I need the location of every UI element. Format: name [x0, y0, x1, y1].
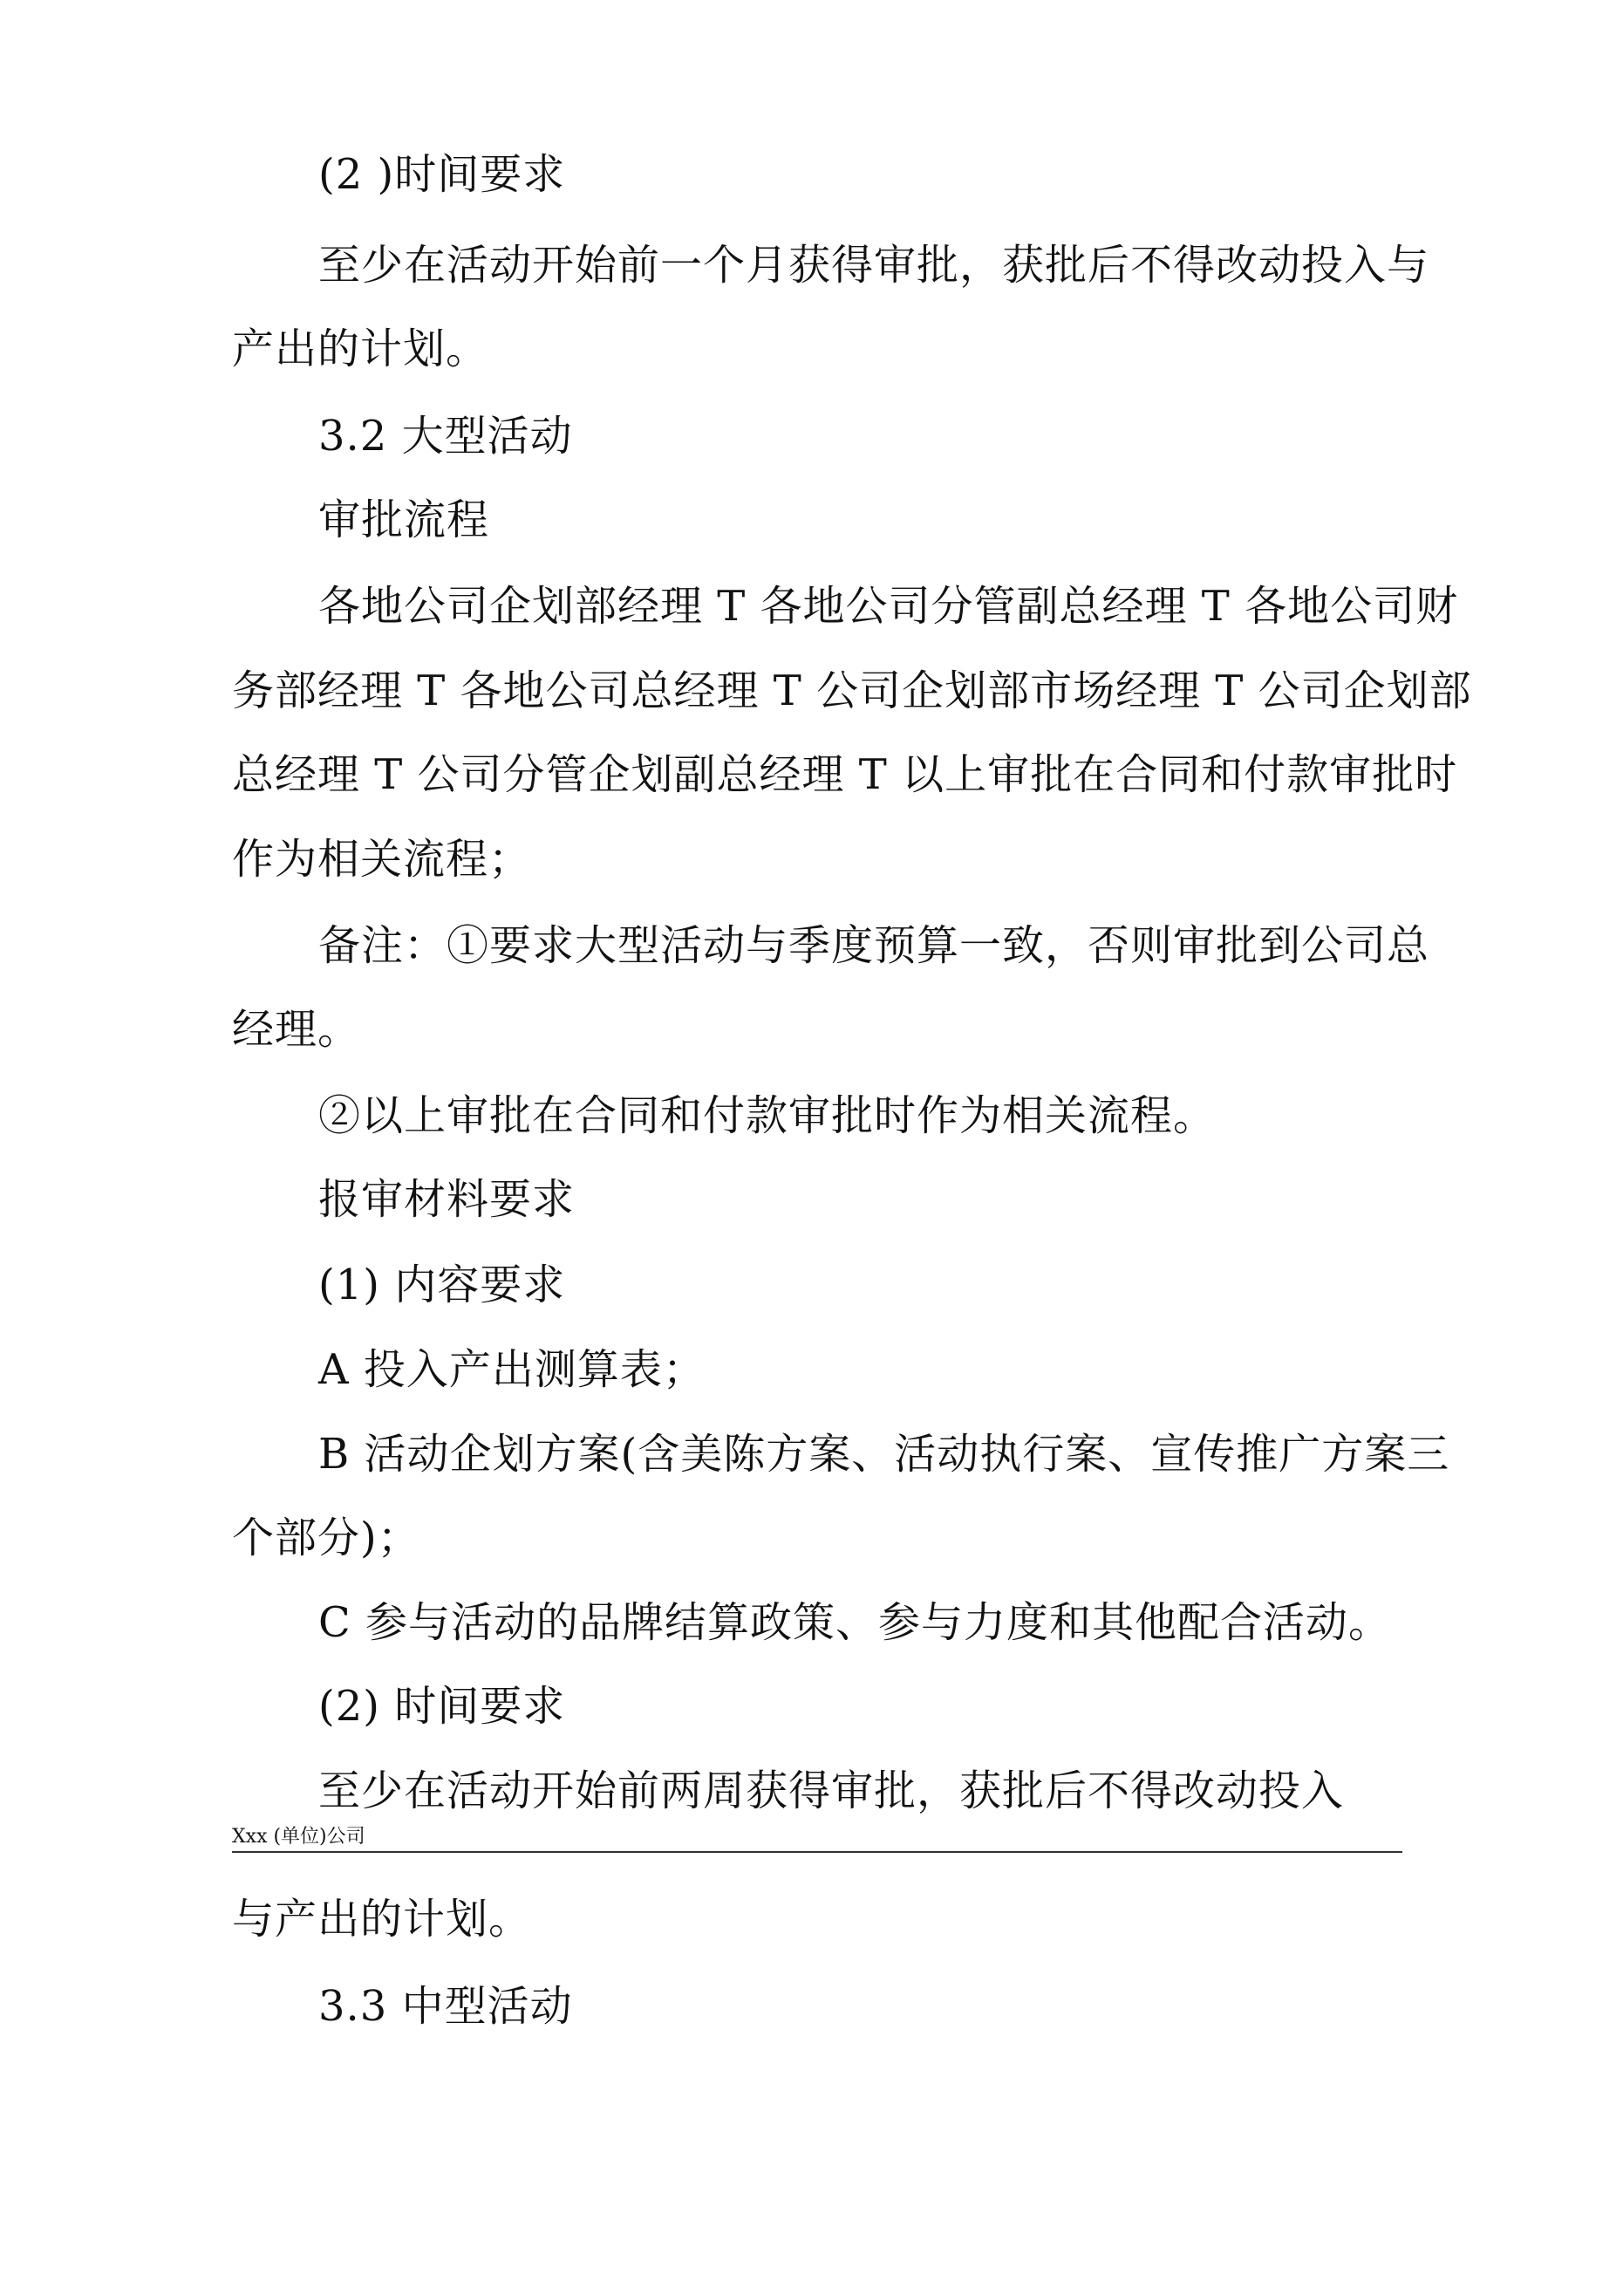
list-item-a: A 投入产出测算表； — [318, 1345, 706, 1394]
list-item-b: B 活动企划方案(含美陈方案、活动执行案、宣传推广方案三 — [318, 1430, 1450, 1479]
paragraph-line: 作为相关流程； — [232, 835, 532, 884]
paragraph-line: 各地公司企划部经理 T 各地公司分管副总经理 T 各地公司财 — [318, 582, 1459, 631]
subheading-time-requirement: (2) 时间要求 — [318, 1682, 566, 1731]
note-line: 经理。 — [232, 1005, 361, 1054]
note-line: ②以上审批在合同和付款审批时作为相关流程。 — [318, 1091, 1217, 1140]
paragraph-line: 总经理 T 公司分管企划副总经理 T 以上审批在合同和付款审批时 — [232, 750, 1458, 799]
subheading-approval-process: 审批流程 — [318, 495, 490, 544]
subheading-content-requirement: (1) 内容要求 — [318, 1261, 566, 1309]
section-heading-large-activity: 3.2 大型活动 — [318, 412, 573, 461]
footer-divider — [232, 1851, 1402, 1853]
subheading-time-requirement: (2 )时间要求 — [318, 150, 566, 199]
paragraph-line: 与产出的计划。 — [232, 1895, 532, 1944]
section-heading-medium-activity: 3.3 中型活动 — [318, 1982, 573, 2031]
paragraph-line: 至少在活动开始前两周获得审批，获批后不得改动投入 — [318, 1766, 1345, 1815]
paragraph-line: 产出的计划。 — [232, 325, 489, 373]
note-line: 备注：①要求大型活动与季度预算一致，否则审批到公司总 — [318, 921, 1430, 970]
list-item-c: C 参与活动的品牌结算政策、参与力度和其他配合活动。 — [318, 1598, 1391, 1647]
subheading-materials: 报审材料要求 — [318, 1175, 576, 1224]
page-footer-company: Xxx (单位)公司 — [232, 1826, 365, 1848]
paragraph-line: 务部经理 T 各地公司总经理 T 公司企划部市场经理 T 公司企划部 — [232, 666, 1472, 715]
list-item-b-continued: 个部分)； — [232, 1514, 420, 1562]
paragraph-line: 至少在活动开始前一个月获得审批，获批后不得改动投入与 — [318, 241, 1430, 290]
